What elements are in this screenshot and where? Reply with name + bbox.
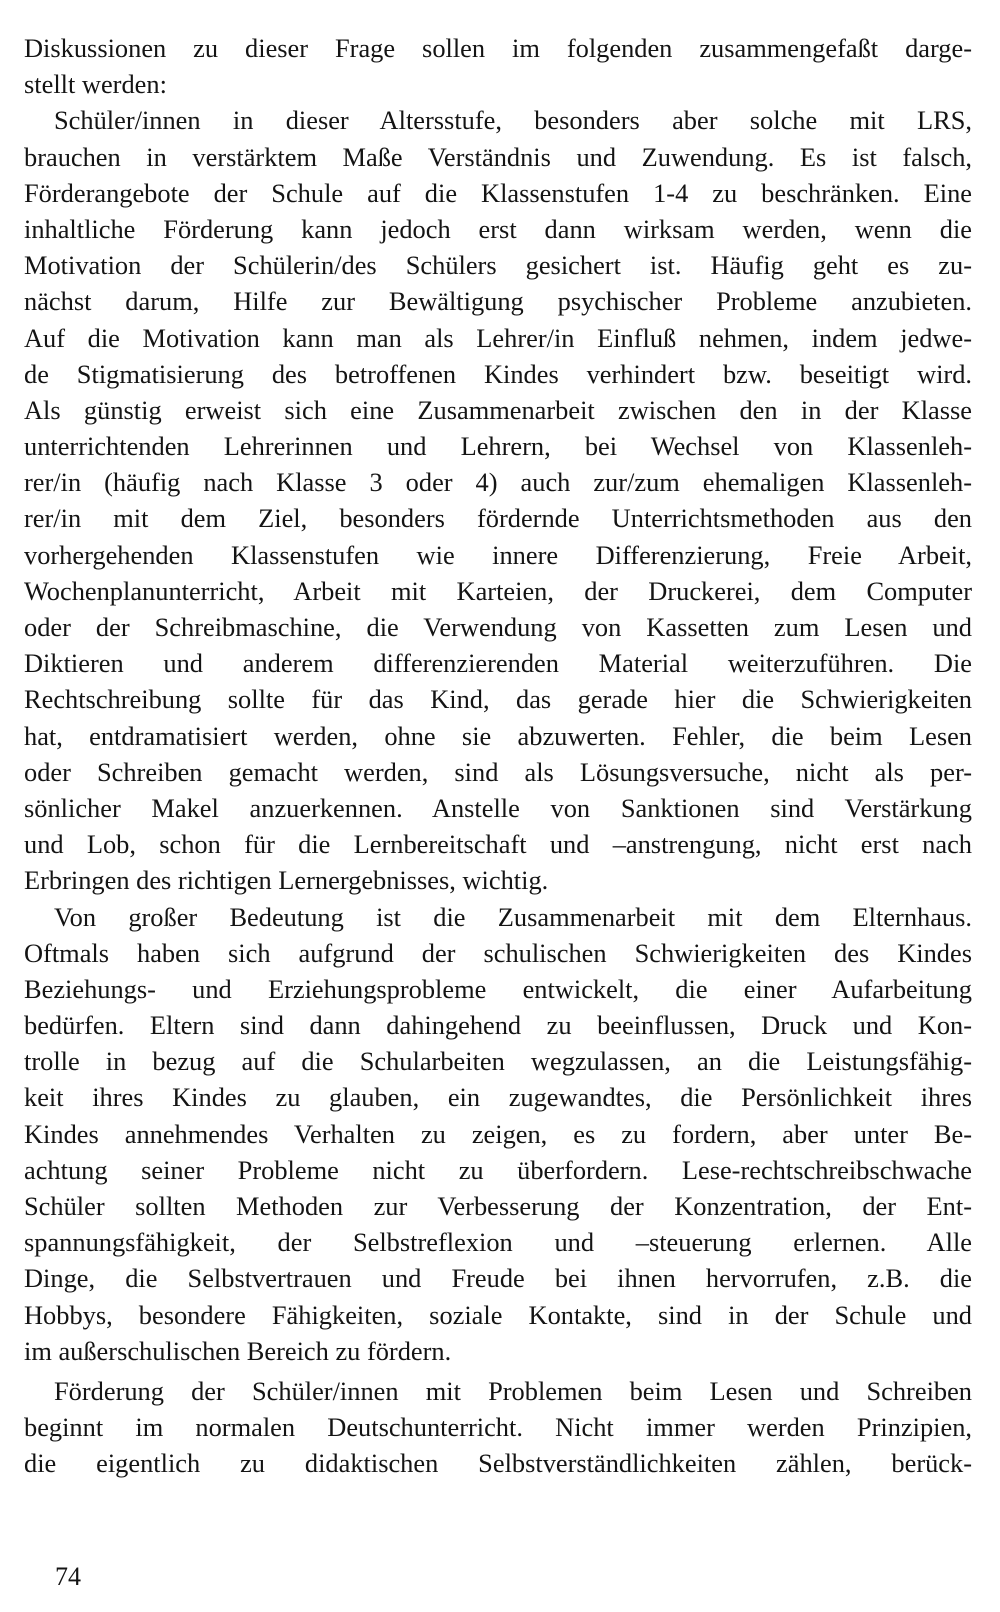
text-line: achtung seiner Probleme nicht zu überfordern. Lese-rechtschreibschwache	[24, 1154, 972, 1185]
page-number: 74	[55, 1562, 81, 1591]
text-line: oder der Schreibmaschine, die Verwendung von Kassetten zum Lesen und	[24, 612, 972, 642]
text-line: Dinge, die Selbstvertrauen und Freude bei ihnen hervorrufen, z.B. die	[24, 1263, 972, 1294]
text-line: keit ihres Kindes zu glauben, ein zugewandtes, die Persönlichkeit ihres	[24, 1082, 972, 1113]
text-line: und Lob, schon für die Lernbereitschaft und –anstrengung, nicht erst nach	[24, 829, 972, 860]
text-line: Beziehungs- und Erziehungsprobleme entwickelt, die einer Aufarbeitung	[24, 973, 972, 1004]
text-line: Kindes annehmendes Verhalten zu zeigen, es zu fordern, aber unter Be-	[24, 1118, 972, 1149]
text-line: vorhergehenden Klassenstufen wie innere Differenzierung, Freie Arbeit,	[24, 539, 972, 570]
text-line: Förderangebote der Schule auf die Klassenstufen 1-4 zu beschränken. Eine	[24, 177, 972, 208]
text-line: trolle in bezug auf die Schularbeiten wegzulassen, an die Leistungsfähig-	[24, 1046, 972, 1077]
text-line: unterrichtenden Lehrerinnen und Lehrern, bei Wechsel von Klassenleh-	[24, 431, 972, 462]
text-line: Oftmals haben sich aufgrund der schulischen Schwierigkeiten des Kindes	[24, 937, 972, 968]
text-line: bedürfen. Eltern sind dann dahingehend zu beeinflussen, Druck und Kon-	[24, 1010, 972, 1041]
text-line: nächst darum, Hilfe zur Bewältigung psychischer Probleme anzubieten.	[24, 286, 972, 317]
text-line: rer/in (häufig nach Klasse 3 oder 4) auch zur/zum ehemaligen Klassenleh-	[24, 467, 972, 498]
text-line: Erbringen des richtigen Lernergebnisses, wichtig.	[24, 865, 549, 896]
text-line: Auf die Motivation kann man als Lehrer/in Einfluß nehmen, indem jedwe-	[24, 322, 972, 353]
text-line: Schüler sollten Methoden zur Verbesserung der Konzentration, der Ent-	[24, 1191, 972, 1221]
paragraph-first-line: Schüler/innen in dieser Altersstufe, besonders aber solche mit LRS,	[54, 105, 972, 136]
text-line: brauchen in verstärktem Maße Verständnis und Zuwendung. Es ist falsch,	[24, 141, 972, 172]
text-line: spannungsfähigkeit, der Selbstreflexion und –steuerung erlernen. Alle	[24, 1227, 972, 1258]
text-line: Rechtschreibung sollte für das Kind, das gerade hier die Schwierigkeiten	[24, 684, 972, 715]
text-line: oder Schreiben gemacht werden, sind als Lösungsversuche, nicht als per-	[24, 756, 972, 787]
paragraph-first-line: Förderung der Schüler/innen mit Problemen beim Lesen und Schreiben	[54, 1375, 972, 1406]
text-line: Diktieren und anderem differenzierenden Material weiterzuführen. Die	[24, 648, 972, 679]
text-line: Hobbys, besondere Fähigkeiten, soziale Kontakte, sind in der Schule und	[24, 1299, 972, 1330]
text-line: sönlicher Makel anzuerkennen. Anstelle von Sanktionen sind Verstärkung	[24, 792, 972, 823]
text-line: Wochenplanunterricht, Arbeit mit Karteien, der Druckerei, dem Computer	[24, 575, 972, 606]
paragraph-first-line: Von großer Bedeutung ist die Zusammenarbeit mit dem Elternhaus.	[54, 901, 972, 932]
text-line: de Stigmatisierung des betroffenen Kindes verhindert bzw. beseitigt wird.	[24, 358, 972, 389]
text-line: beginnt im normalen Deutschunterricht. Nicht immer werden Prinzipien,	[24, 1412, 972, 1443]
text-line: rer/in mit dem Ziel, besonders fördernde Unterrichtsmethoden aus den	[24, 503, 972, 534]
text-line: Diskussionen zu dieser Frage sollen im folgenden zusammengefaßt darge-	[24, 33, 972, 63]
body-text	[24, 30, 972, 1482]
text-line: die eigentlich zu didaktischen Selbstverständlichkeiten zählen, berück-	[24, 1448, 972, 1479]
text-line: Als günstig erweist sich eine Zusammenarbeit zwischen den in der Klasse	[24, 394, 972, 425]
text-line: stellt werden:	[24, 69, 167, 100]
text-line: inhaltliche Förderung kann jedoch erst dann wirksam werden, wenn die	[24, 213, 972, 244]
text-line: Motivation der Schülerin/des Schülers gesichert ist. Häufig geht es zu-	[24, 250, 972, 281]
text-line: im außerschulischen Bereich zu fördern.	[24, 1335, 452, 1366]
text-line: hat, entdramatisiert werden, ohne sie abzuwerten. Fehler, die beim Lesen	[24, 720, 972, 751]
